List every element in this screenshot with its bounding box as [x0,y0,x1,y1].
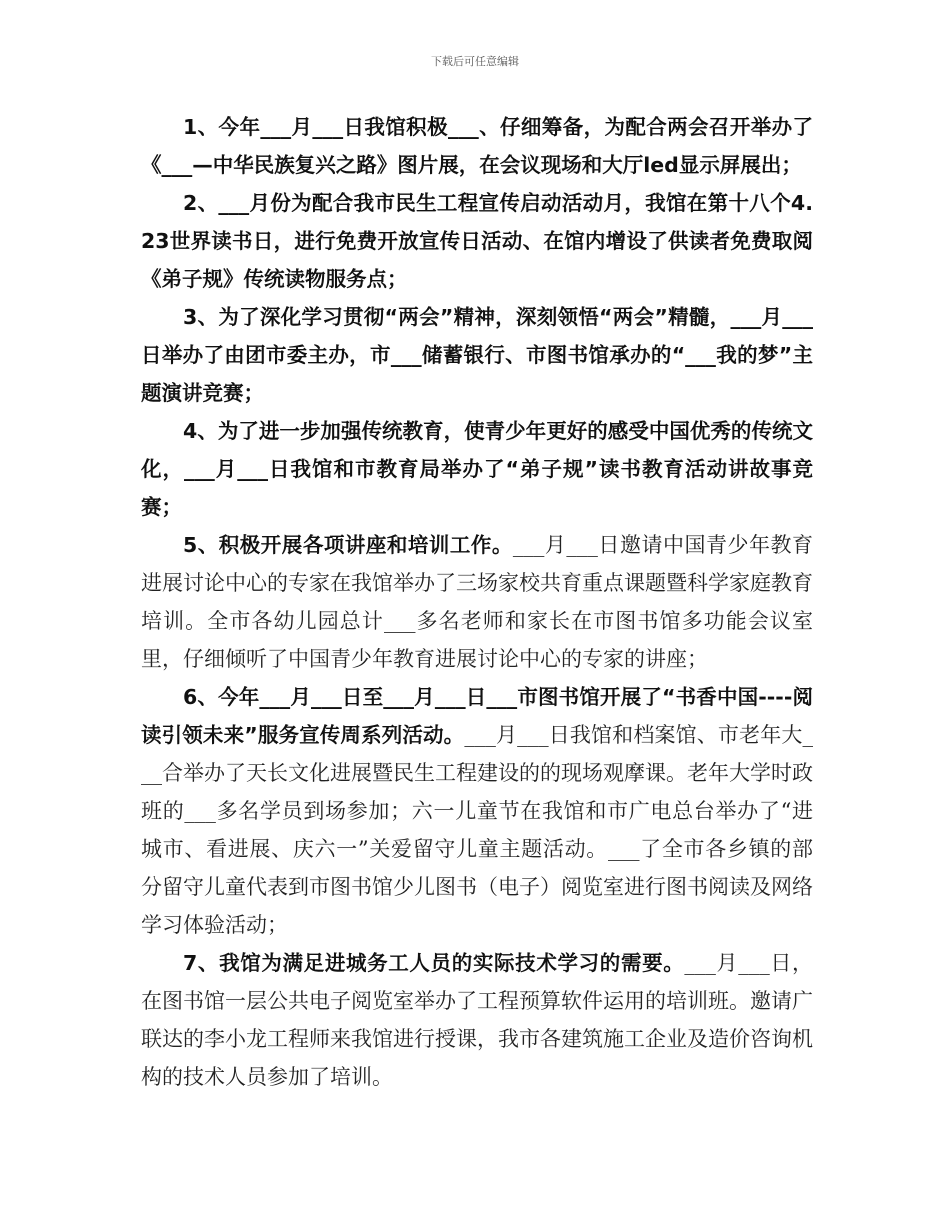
paragraph-6-lead: 6、今年___月___日至___月___日___市图书馆开展了“书香中国----阅读引领未来”服务宣传周系列活动。 [141,685,813,747]
paragraph-7-body: ___月___日，在图书馆一层公共电子阅览室举办了工程预算软件运用的培训班。邀请广联达的李小龙工程师来我馆进行授课，我市各建筑施工企业及造价咨询机构的技术人员参加了培训。 [141,951,814,1089]
document-body [141,108,813,1096]
paragraph-4: 4、为了进一步加强传统教育，使青少年更好的感受中国优秀的传统文化，___月___日我馆和市教育局举办了“弟子规”读书教育活动讲故事竞赛； [141,419,813,519]
paragraph-6-body: ___月___日我馆和档案馆、市老年大___合举办了天长文化进展暨民生工程建设的的现场观摩课。老年大学时政班的___多名学员到场参加；六一儿童节在我馆和市广电总台举办了“进城市、看进展、庆六一”关爱留守儿童主题活动。___了全市各乡镇的部分留守儿童代表到市图书馆少儿图书（电子）阅览室进行图书阅读及网络学习体验活动； [141,723,813,937]
paragraph-5-lead: 5、积极开展各项讲座和培训工作。 [183,533,513,557]
paragraph-3: 3、为了深化学习贯彻“两会”精神，深刻领悟“两会”精髓，___月___日举办了由团市委主办，市___储蓄银行、市图书馆承办的“___我的梦”主题演讲竞赛； [141,305,813,405]
paragraph-7-lead: 7、我馆为满足进城务工人员的实际技术学习的需要。 [183,951,685,975]
paragraph-1: 1、今年___月___日我馆积极___、仔细筹备，为配合两会召开举办了《___—中华民族复兴之路》图片展，在会议现场和大厅led显示屏展出； [141,115,813,177]
paragraph-5-body: ___月___日邀请中国青少年教育进展讨论中心的专家在我馆举办了三场家校共育重点课题暨科学家庭教育培训。全市各幼儿园总计___多名老师和家长在市图书馆多功能会议室里，仔细倾听了中国青少年教育进展讨论中心的专家的讲座； [141,533,814,671]
paragraph-7 [141,944,813,1096]
paragraph-2: 2、___月份为配合我市民生工程宣传启动活动月，我馆在第十八个4.23世界读书日，进行免费开放宣传日活动、在馆内增设了供读者免费取阅《弟子规》传统读物服务点； [141,191,813,291]
page-header: 下载后可任意编辑 [431,55,519,68]
paragraph-5 [141,526,813,678]
paragraph-6 [141,678,813,944]
